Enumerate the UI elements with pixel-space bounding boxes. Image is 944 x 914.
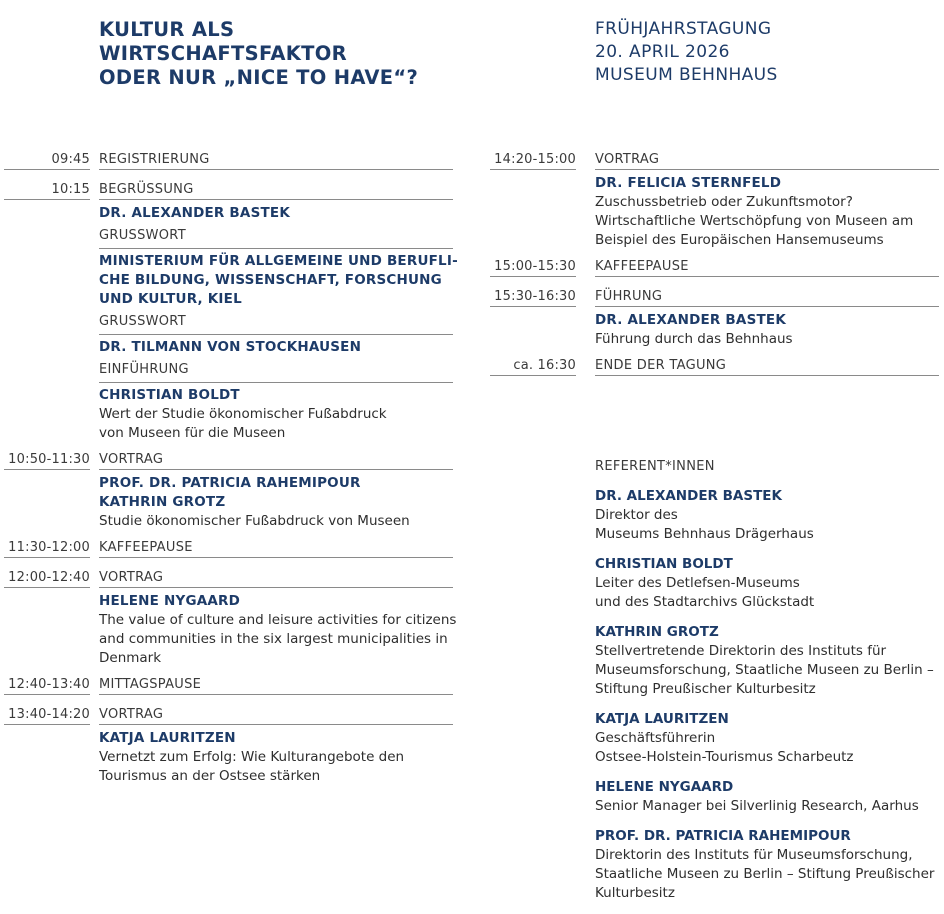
speaker-name: PROF. DR. PATRICIA RAHEMIPOUR xyxy=(99,475,361,491)
speaker-name: HELENE NYGAARD xyxy=(99,593,241,609)
slot-header xyxy=(0,702,454,725)
speakers-header: REFERENT*INNEN xyxy=(595,459,715,474)
label-rule xyxy=(99,199,453,200)
speaker-name: KATHRIN GROTZ xyxy=(99,494,226,510)
slot-time: 10:50-11:30 xyxy=(8,452,90,467)
slot-label: VORTRAG xyxy=(99,570,164,585)
program-slot xyxy=(0,177,458,447)
slot-label: KAFFEEPAUSE xyxy=(99,540,193,555)
speaker-list xyxy=(99,592,454,611)
slot-time: 12:00-12:40 xyxy=(8,570,90,585)
description-line: Wert der Studie ökonomischer Fußabdruck xyxy=(99,406,387,422)
bio-line: Stiftung Preußischer Kulturbesitz xyxy=(595,681,816,697)
event-location: MUSEUM BEHNHAUS xyxy=(595,65,778,85)
speaker-name: CHRISTIAN BOLDT xyxy=(99,387,240,403)
time-rule xyxy=(4,557,90,558)
program-slot xyxy=(0,672,454,702)
speaker-list xyxy=(595,174,944,193)
speaker-list xyxy=(99,204,454,223)
sub-label: GRUSSWORT xyxy=(99,227,453,249)
label-rule xyxy=(99,694,453,695)
slot-body xyxy=(490,170,944,254)
slot-header xyxy=(490,284,944,307)
speaker-bio-name: KATHRIN GROTZ xyxy=(595,624,719,640)
label-rule xyxy=(595,306,939,307)
bio-line: Ostsee-Holstein-Tourismus Scharbeutz xyxy=(595,749,854,765)
speaker-bio xyxy=(595,778,940,816)
event-date: 20. APRIL 2026 xyxy=(595,42,730,62)
speaker-name: MINISTERIUM FÜR ALLGEMEINE UND BERUFLI- xyxy=(99,253,458,269)
slot-time: 11:30-12:00 xyxy=(8,540,90,555)
title-line: WIRTSCHAFTSFAKTOR xyxy=(99,42,347,65)
description-line: Denmark xyxy=(99,650,162,666)
label-rule xyxy=(99,724,453,725)
bio-line: Direktorin des Instituts für Museumsforschung, xyxy=(595,847,913,863)
program-slot xyxy=(490,147,944,254)
bio-line: Geschäftsführerin xyxy=(595,730,716,746)
slot-body xyxy=(490,307,944,353)
bio-line: Senior Manager bei Silverlinig Research, Aarhus xyxy=(595,798,919,814)
description-line: The value of culture and leisure activities for citizens xyxy=(99,612,457,628)
slot-label: MITTAGSPAUSE xyxy=(99,677,202,692)
sub-label: GRUSSWORT xyxy=(99,313,453,335)
program-slot xyxy=(490,284,944,353)
event-name: FRÜHJAHRSTAGUNG xyxy=(595,19,772,39)
slot-body xyxy=(0,588,457,672)
speaker-list xyxy=(99,338,454,357)
speaker-bio xyxy=(595,710,940,767)
slot-time: 09:45 xyxy=(51,152,90,167)
slot-time: 13:40-14:20 xyxy=(8,707,90,722)
talk-description xyxy=(99,512,454,531)
label-rule xyxy=(99,469,453,470)
speaker-bio xyxy=(595,555,940,612)
program-left-column xyxy=(0,147,458,790)
program-slot xyxy=(0,535,454,565)
speaker-bio-text xyxy=(595,797,940,816)
description-line: Zuschussbetrieb oder Zukunftsmotor? xyxy=(595,194,853,210)
slot-header xyxy=(490,353,944,376)
speaker-list xyxy=(99,252,458,309)
speaker-bio-name: DR. ALEXANDER BASTEK xyxy=(595,488,782,504)
program-right-column xyxy=(490,147,944,383)
title-line: ODER NUR „NICE TO HAVE“? xyxy=(99,66,419,89)
time-rule xyxy=(4,587,90,588)
slot-time: 14:20-15:00 xyxy=(494,152,576,167)
talk-description xyxy=(99,748,454,786)
slot-body xyxy=(0,725,454,790)
slot-header xyxy=(0,565,454,588)
description-line: Tourismus an der Ostsee stärken xyxy=(99,768,321,784)
speaker-name: DR. ALEXANDER BASTEK xyxy=(595,312,786,328)
time-rule xyxy=(490,306,576,307)
speaker-name: KATJA LAURITZEN xyxy=(99,730,236,746)
description-line: Beispiel des Europäischen Hansemuseums xyxy=(595,232,884,248)
label-rule xyxy=(595,375,939,376)
time-rule xyxy=(4,724,90,725)
description-line: Wirtschaftliche Wertschöpfung von Museen am xyxy=(595,213,914,229)
description-line: and communities in the six largest municipalities in xyxy=(99,631,448,647)
bio-line: und des Stadtarchivs Glückstadt xyxy=(595,594,815,610)
slot-header xyxy=(0,535,454,558)
speaker-bio-text xyxy=(595,574,940,612)
time-rule xyxy=(490,375,576,376)
description-line: Führung durch das Behnhaus xyxy=(595,331,793,347)
program-slot xyxy=(0,565,457,672)
time-rule xyxy=(4,694,90,695)
speaker-name: UND KULTUR, KIEL xyxy=(99,291,242,307)
bio-line: Leiter des Detlefsen-Museums xyxy=(595,575,800,591)
speaker-bio xyxy=(595,827,940,903)
talk-description xyxy=(595,330,944,349)
time-rule xyxy=(490,169,576,170)
time-rule xyxy=(4,469,90,470)
slot-label: VORTRAG xyxy=(595,152,660,167)
label-rule xyxy=(99,557,453,558)
slot-body xyxy=(0,200,458,447)
program-slot xyxy=(490,254,944,284)
slot-time: 12:40-13:40 xyxy=(8,677,90,692)
slot-body xyxy=(0,470,454,535)
speaker-bio-name: HELENE NYGAARD xyxy=(595,779,734,795)
time-rule xyxy=(4,169,90,170)
slot-label: KAFFEEPAUSE xyxy=(595,259,689,274)
slot-label: REGISTRIERUNG xyxy=(99,152,210,167)
label-rule xyxy=(595,276,939,277)
slot-header xyxy=(490,254,944,277)
slot-label: FÜHRUNG xyxy=(595,289,663,304)
slot-time: 10:15 xyxy=(51,182,90,197)
bio-line: Stellvertretende Direktorin des Instituts für xyxy=(595,643,887,659)
speaker-list xyxy=(99,729,454,748)
slot-header xyxy=(490,147,944,170)
slot-header xyxy=(0,672,454,695)
program-slot xyxy=(0,147,454,177)
slot-label: VORTRAG xyxy=(99,452,164,467)
speaker-list xyxy=(595,311,944,330)
bio-line: Museumsforschung, Staatliche Museen zu Berlin – xyxy=(595,662,934,678)
speaker-bio xyxy=(595,623,940,699)
talk-description xyxy=(595,193,944,250)
label-rule xyxy=(99,169,453,170)
talk-description xyxy=(99,405,454,443)
speaker-name: CHE BILDUNG, WISSENSCHAFT, FORSCHUNG xyxy=(99,272,442,288)
description-line: Vernetzt zum Erfolg: Wie Kulturangebote den xyxy=(99,749,405,765)
label-rule xyxy=(99,587,453,588)
speaker-list xyxy=(99,474,454,512)
bio-line: Kulturbesitz xyxy=(595,885,675,901)
bio-line: Museums Behnhaus Drägerhaus xyxy=(595,526,814,542)
speaker-bio-text xyxy=(595,846,940,903)
speaker-bio-name: KATJA LAURITZEN xyxy=(595,711,729,727)
speaker-list xyxy=(99,386,454,405)
speaker-bio-name: PROF. DR. PATRICIA RAHEMIPOUR xyxy=(595,828,851,844)
time-rule xyxy=(4,199,90,200)
slot-label: VORTRAG xyxy=(99,707,164,722)
speaker-name: DR. ALEXANDER BASTEK xyxy=(99,205,290,221)
speaker-name: DR. TILMANN VON STOCKHAUSEN xyxy=(99,339,362,355)
slot-header xyxy=(0,447,454,470)
speaker-bio xyxy=(595,487,940,544)
speaker-bio-name: CHRISTIAN BOLDT xyxy=(595,556,733,572)
speaker-bio-text xyxy=(595,642,940,699)
speaker-bio-text xyxy=(595,506,940,544)
speaker-name: DR. FELICIA STERNFELD xyxy=(595,175,782,191)
sub-label: EINFÜHRUNG xyxy=(99,361,453,383)
description-line: von Museen für die Museen xyxy=(99,425,286,441)
label-rule xyxy=(595,169,939,170)
program-slot xyxy=(0,702,454,790)
event-info xyxy=(595,18,778,87)
slot-label: ENDE DER TAGUNG xyxy=(595,358,727,373)
bio-line: Staatliche Museen zu Berlin – Stiftung Preußischer xyxy=(595,866,935,882)
slot-header xyxy=(0,147,454,170)
speakers-section xyxy=(595,458,940,903)
slot-label: BEGRÜSSUNG xyxy=(99,182,194,197)
program-slot xyxy=(490,353,944,383)
time-rule xyxy=(490,276,576,277)
slot-time: 15:30-16:30 xyxy=(494,289,576,304)
bio-line: Direktor des xyxy=(595,507,678,523)
title-line: KULTUR ALS xyxy=(99,18,235,41)
slot-header xyxy=(0,177,454,200)
talk-description xyxy=(99,611,457,668)
slot-time: ca. 16:30 xyxy=(513,358,576,373)
page-title xyxy=(99,18,519,90)
description-line: Studie ökonomischer Fußabdruck von Museen xyxy=(99,513,410,529)
program-slot xyxy=(0,447,454,535)
slot-time: 15:00-15:30 xyxy=(494,259,576,274)
speaker-bio-text xyxy=(595,729,940,767)
